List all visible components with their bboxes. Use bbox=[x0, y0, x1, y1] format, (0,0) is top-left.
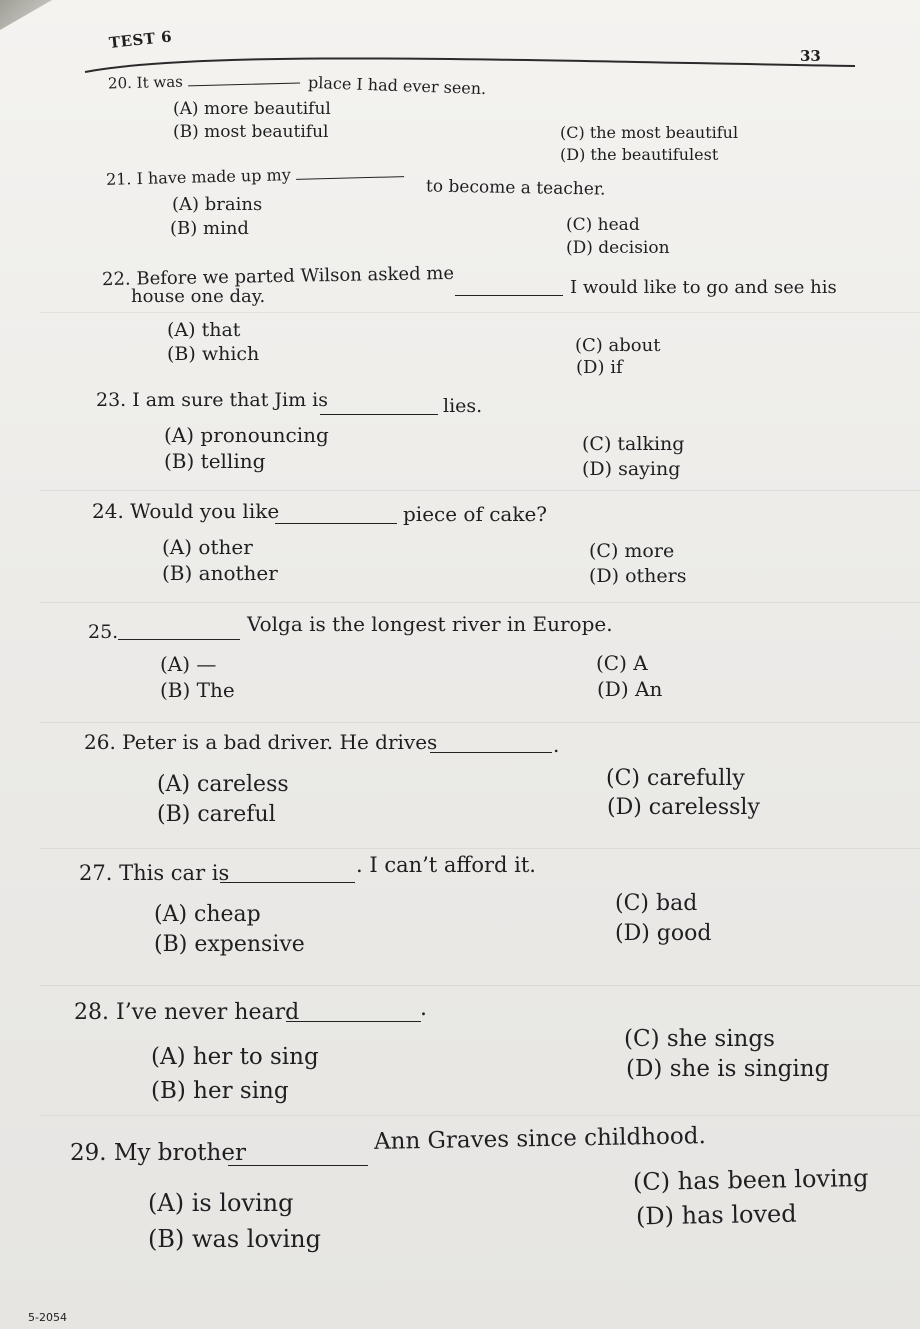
option-d[interactable]: (D) An bbox=[597, 677, 663, 701]
answer-blank[interactable] bbox=[275, 522, 397, 524]
divider bbox=[40, 985, 920, 986]
question-text-end: . bbox=[553, 733, 560, 757]
option-a[interactable]: (A) that bbox=[167, 319, 241, 341]
option-c[interactable]: (C) A bbox=[596, 651, 648, 675]
option-d[interactable]: (D) she is singing bbox=[626, 1056, 830, 1082]
option-a[interactable]: (A) — bbox=[160, 652, 217, 676]
divider bbox=[40, 490, 920, 491]
option-a[interactable]: (A) other bbox=[162, 535, 253, 559]
option-b[interactable]: (B) careful bbox=[157, 802, 276, 827]
option-c[interactable]: (C) she sings bbox=[624, 1026, 775, 1052]
page-header bbox=[0, 0, 920, 80]
answer-blank[interactable] bbox=[455, 294, 563, 296]
option-c[interactable]: (C) talking bbox=[582, 433, 685, 455]
question-text-end: Volga is the longest river in Europe. bbox=[247, 612, 613, 636]
question-text: 27. This car is bbox=[79, 861, 230, 885]
option-d[interactable]: (D) the beautifulest bbox=[560, 145, 719, 164]
option-c[interactable]: (C) has been loving bbox=[632, 1163, 869, 1197]
question-text-end: place I had ever seen. bbox=[307, 72, 487, 99]
option-b[interactable]: (B) The bbox=[160, 678, 235, 702]
option-a[interactable]: (A) her to sing bbox=[151, 1044, 319, 1070]
question-text-end: piece of cake? bbox=[403, 502, 548, 526]
option-a[interactable]: (A) pronouncing bbox=[164, 423, 329, 447]
option-a[interactable]: (A) careless bbox=[157, 772, 289, 797]
page-number: 33 bbox=[800, 47, 821, 65]
question-text: 21. I have made up my bbox=[106, 162, 404, 189]
option-d[interactable]: (D) if bbox=[576, 357, 623, 378]
question-text: 20. It was bbox=[108, 69, 300, 92]
divider bbox=[40, 312, 920, 313]
option-b[interactable]: (B) another bbox=[162, 561, 278, 585]
option-b[interactable]: (B) was loving bbox=[148, 1225, 321, 1253]
question-text-end: . bbox=[420, 996, 427, 1021]
option-c[interactable]: (C) more bbox=[589, 540, 675, 562]
question-text-end: Ann Graves since childhood. bbox=[373, 1123, 706, 1155]
footer-code: 5-2054 bbox=[28, 1311, 67, 1324]
question-text: 23. I am sure that Jim is bbox=[96, 389, 328, 411]
option-c[interactable]: (C) bad bbox=[615, 891, 698, 916]
option-d[interactable]: (D) others bbox=[589, 565, 687, 587]
answer-blank[interactable] bbox=[286, 1020, 421, 1022]
divider bbox=[40, 722, 920, 723]
question-text-line2: house one day. bbox=[131, 286, 266, 307]
question-text-end: to become a teacher. bbox=[425, 176, 606, 200]
option-d[interactable]: (D) carelessly bbox=[607, 795, 760, 820]
option-c[interactable]: (C) carefully bbox=[606, 766, 745, 791]
option-b[interactable]: (B) her sing bbox=[151, 1078, 289, 1104]
question-text: 24. Would you like bbox=[92, 499, 280, 523]
question-text: 22. Before we parted Wilson asked me bbox=[101, 262, 455, 291]
header-rule bbox=[0, 0, 920, 80]
divider bbox=[40, 602, 920, 603]
question-text-end: I would like to go and see his bbox=[570, 277, 837, 298]
option-c[interactable]: (C) about bbox=[575, 335, 661, 356]
answer-blank[interactable] bbox=[296, 175, 404, 180]
divider bbox=[40, 848, 920, 849]
option-b[interactable]: (B) telling bbox=[164, 449, 266, 473]
question-text: 28. I’ve never heard bbox=[74, 1000, 300, 1025]
option-a[interactable]: (A) more beautiful bbox=[173, 99, 331, 119]
option-d[interactable]: (D) saying bbox=[582, 458, 681, 480]
test-label: TEST 6 bbox=[108, 27, 173, 52]
option-b[interactable]: (B) mind bbox=[170, 218, 249, 239]
answer-blank[interactable] bbox=[188, 81, 300, 86]
option-d[interactable]: (D) decision bbox=[566, 238, 670, 258]
question-text-end: . I can’t afford it. bbox=[356, 853, 536, 877]
option-c[interactable]: (C) head bbox=[566, 215, 640, 235]
question-text: 25. bbox=[88, 621, 119, 643]
answer-blank[interactable] bbox=[430, 751, 552, 753]
question-text-end: lies. bbox=[443, 395, 483, 417]
option-b[interactable]: (B) which bbox=[167, 343, 260, 365]
option-a[interactable]: (A) brains bbox=[172, 194, 263, 215]
option-b[interactable]: (B) most beautiful bbox=[173, 122, 329, 142]
option-a[interactable]: (A) is loving bbox=[148, 1189, 294, 1217]
answer-blank[interactable] bbox=[228, 1164, 368, 1166]
answer-blank[interactable] bbox=[220, 881, 355, 883]
divider bbox=[40, 1115, 920, 1116]
option-c[interactable]: (C) the most beautiful bbox=[560, 123, 739, 142]
answer-blank[interactable] bbox=[320, 413, 438, 415]
question-text: 26. Peter is a bad driver. He drives bbox=[84, 730, 438, 754]
option-d[interactable]: (D) good bbox=[615, 921, 712, 946]
question-text: 29. My brother bbox=[70, 1140, 246, 1166]
answer-blank[interactable] bbox=[118, 638, 240, 640]
option-b[interactable]: (B) expensive bbox=[154, 932, 305, 957]
option-a[interactable]: (A) cheap bbox=[154, 902, 261, 927]
option-d[interactable]: (D) has loved bbox=[635, 1199, 797, 1231]
